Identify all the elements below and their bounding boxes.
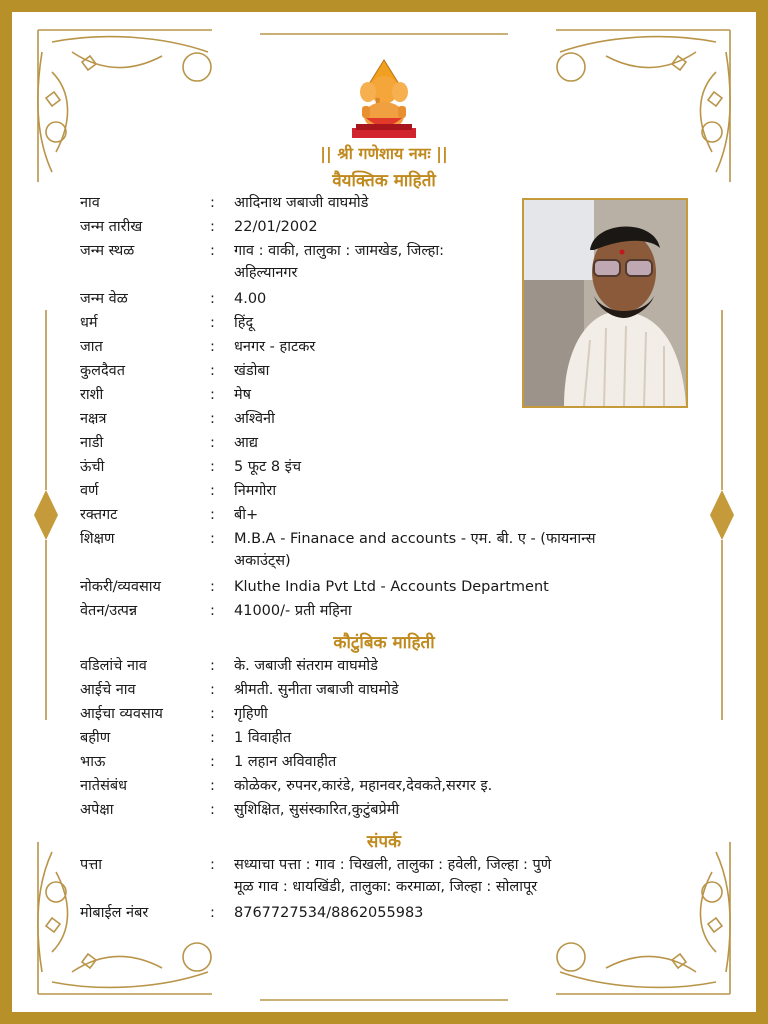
detail-value-line: हिंदू <box>234 315 254 331</box>
detail-value <box>234 408 275 430</box>
detail-value <box>234 456 301 478</box>
detail-value-line: 41000/- प्रती महिना <box>234 603 352 619</box>
detail-label: कुलदैवत <box>80 363 125 379</box>
detail-value-line: अश्विनी <box>234 411 275 427</box>
separator-colon: : <box>210 658 215 674</box>
detail-value-line: बी+ <box>234 507 259 523</box>
detail-label: राशी <box>80 387 104 403</box>
detail-value-line: मूळ गाव : धायखिंडी, तालुका: करमाळा, जिल्हा : सोलापूर <box>234 879 538 895</box>
detail-value <box>234 854 551 898</box>
separator-colon: : <box>210 483 215 499</box>
separator-colon: : <box>210 730 215 746</box>
separator-colon: : <box>210 531 215 547</box>
detail-value <box>234 384 251 406</box>
detail-value-line: निमगोरा <box>234 483 277 499</box>
detail-value <box>234 655 378 677</box>
detail-value-line: कोळेकर, रुपनर,कारंडे, महानवर,देवकते,सरगर इ. <box>234 778 493 794</box>
section-title-contact: संपर्क <box>366 832 402 852</box>
separator-colon: : <box>210 706 215 722</box>
separator-colon: : <box>210 339 215 355</box>
separator-colon: : <box>210 411 215 427</box>
separator-colon: : <box>210 905 215 921</box>
detail-label: मोबाईल नंबर <box>80 905 149 921</box>
detail-value-line: M.B.A - Finanace and accounts - एम. बी. ए - (फायनान्स <box>234 531 596 547</box>
detail-value <box>234 528 596 572</box>
detail-value <box>234 504 258 526</box>
detail-value <box>234 576 549 598</box>
detail-value <box>234 432 258 454</box>
detail-label: नातेसंबंध <box>80 778 128 794</box>
detail-value-line: 4.00 <box>234 291 267 307</box>
separator-colon: : <box>210 195 215 211</box>
separator-colon: : <box>210 435 215 451</box>
detail-value <box>234 216 318 238</box>
separator-colon: : <box>210 778 215 794</box>
detail-value-line: 1 लहान अविवाहीत <box>234 754 337 770</box>
detail-label: भाऊ <box>80 754 106 770</box>
detail-label: शिक्षण <box>80 531 115 547</box>
detail-label: नाव <box>80 195 100 211</box>
detail-value-line: 5 फूट 8 इंच <box>234 459 302 475</box>
detail-value <box>234 288 266 310</box>
detail-label: जन्म तारीख <box>80 219 143 235</box>
detail-value <box>234 312 253 334</box>
detail-value-line: खंडोबा <box>234 363 270 379</box>
detail-value-line: गृहिणी <box>234 706 268 722</box>
detail-label: रक्तगट <box>80 507 118 523</box>
separator-colon: : <box>210 579 215 595</box>
separator-colon: : <box>210 682 215 698</box>
biodata-page <box>12 12 756 1012</box>
section-title-family: कौटुंबिक माहिती <box>333 633 435 653</box>
section-title-personal: वैयक्तिक माहिती <box>332 171 436 191</box>
detail-value <box>234 679 399 701</box>
detail-value-line: 8767727534/8862055983 <box>234 905 424 921</box>
detail-label: आईचे नाव <box>80 682 136 698</box>
invocation-heading: || श्री गणेशाय नमः || <box>320 144 448 163</box>
detail-label: जन्म स्थळ <box>80 243 135 259</box>
separator-colon: : <box>210 603 215 619</box>
detail-value-line: मेष <box>234 387 252 403</box>
separator-colon: : <box>210 243 215 259</box>
separator-colon: : <box>210 754 215 770</box>
detail-label: वर्ण <box>80 483 99 499</box>
detail-value-line: आद्य <box>234 435 258 451</box>
separator-colon: : <box>210 291 215 307</box>
detail-value-line: 22/01/2002 <box>234 219 318 235</box>
detail-value <box>234 703 268 725</box>
detail-value <box>234 240 444 284</box>
detail-value-line: 1 विवाहीत <box>234 730 292 746</box>
detail-label: वडिलांचे नाव <box>80 658 147 674</box>
detail-label: जन्म वेळ <box>80 291 128 307</box>
detail-value-line: सध्याचा पत्ता : गाव : चिखली, तालुका : हवेली, जिल्हा : पुणे <box>234 857 552 873</box>
separator-colon: : <box>210 857 215 873</box>
detail-value <box>234 336 315 358</box>
detail-label: नक्षत्र <box>80 411 107 427</box>
detail-value <box>234 480 276 502</box>
separator-colon: : <box>210 363 215 379</box>
detail-value-line: अहिल्यानगर <box>234 265 298 281</box>
detail-label: नाडी <box>80 435 104 451</box>
detail-value-line: आदिनाथ जबाजी वाघमोडे <box>234 195 369 211</box>
detail-value-line: के. जबाजी संतराम वाघमोडे <box>234 658 378 674</box>
detail-value <box>234 600 352 622</box>
ganesha-idol-icon <box>338 52 430 140</box>
detail-label: नोकरी/व्यवसाय <box>80 579 161 595</box>
profile-photo <box>522 198 688 408</box>
separator-colon: : <box>210 387 215 403</box>
detail-value <box>234 775 492 797</box>
detail-value-line: गाव : वाकी, तालुका : जामखेड, जिल्हा: <box>234 243 444 259</box>
detail-label: जात <box>80 339 103 355</box>
detail-label: आईचा व्यवसाय <box>80 706 163 722</box>
detail-label: अपेक्षा <box>80 802 114 818</box>
detail-label: ऊंची <box>80 459 105 475</box>
detail-value <box>234 727 291 749</box>
detail-value-line: धनगर - हाटकर <box>234 339 316 355</box>
corner-ornament-bottom-right <box>556 842 730 994</box>
separator-colon: : <box>210 459 215 475</box>
separator-colon: : <box>210 315 215 331</box>
detail-label: पत्ता <box>80 857 103 873</box>
detail-value <box>234 799 399 821</box>
separator-colon: : <box>210 802 215 818</box>
detail-value <box>234 751 336 773</box>
detail-value-line: श्रीमती. सुनीता जबाजी वाघमोडे <box>234 682 399 698</box>
detail-value-line: सुशिक्षित, सुसंस्कारित,कुटुंबप्रेमी <box>234 802 400 818</box>
detail-label: वेतन/उत्पन्न <box>80 603 138 619</box>
separator-colon: : <box>210 219 215 235</box>
detail-value <box>234 902 423 924</box>
detail-label: बहीण <box>80 730 111 746</box>
detail-value <box>234 192 368 214</box>
detail-label: धर्म <box>80 315 98 331</box>
separator-colon: : <box>210 507 215 523</box>
detail-value-line: अकाउंट्स) <box>234 553 291 569</box>
detail-value <box>234 360 269 382</box>
detail-value-line: Kluthe India Pvt Ltd - Accounts Department <box>234 579 549 595</box>
